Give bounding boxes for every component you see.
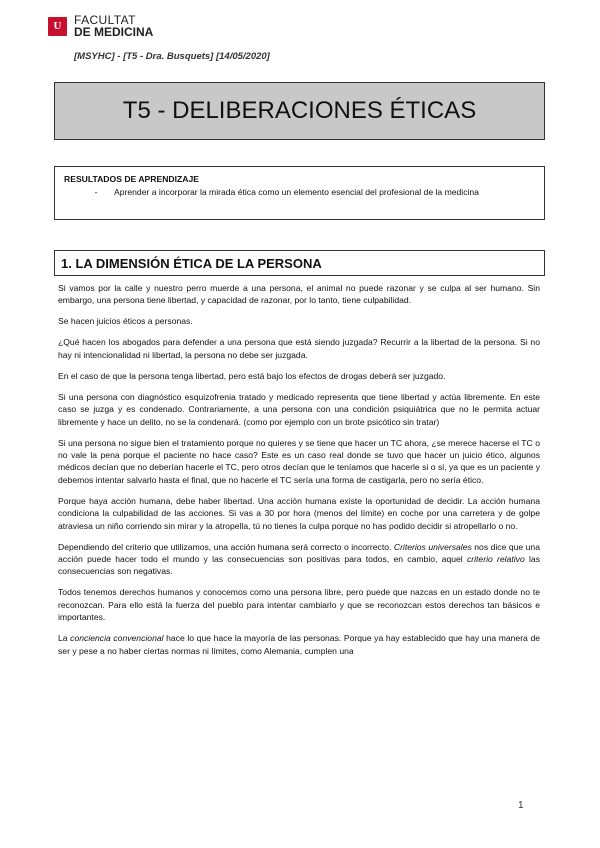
learning-outcome-item	[64, 187, 535, 197]
text-run: La	[58, 633, 71, 644]
paragraph: Todos tenemos derechos humanos y conocemos como una persona libre, pero puede que nazcas en un estado donde no te reconozcan. Para ello está la fuerza del pueblo para intentar cambiarlo y que se reconozcan estos derechos tan básicos e importantes.	[58, 587, 540, 623]
italic-term: Criterios universales	[393, 541, 472, 552]
document-body	[58, 282, 540, 666]
faculty-header	[48, 14, 153, 38]
paragraph-criteria	[58, 541, 540, 578]
paragraph: En el caso de que la persona tenga libertad, pero está bajo los efectos de drogas deberá ser juzgado.	[58, 370, 446, 381]
institution-name	[74, 14, 153, 38]
paragraph: Si una persona no sigue bien el tratamiento porque no quieres y se tiene que hacer un TC ahora, ¿se merece hacerse el TC o no vale la pena porque el paciente no hace caso? Este es un caso real donde se tuvo que hacer un juicio ético, algunos médicos decían que no deberían hacerle el TC, pero otros decían que le teníamos que hacerle si o si, ya que es un paciente y debemos intentar salvarlo hasta el final, que no hacerle el TC sería una forma de castigarla, pero no sería ético.	[58, 437, 540, 485]
learning-outcomes-heading: RESULTADOS DE APRENDIZAJE	[64, 174, 199, 184]
italic-term: criterio relativo	[466, 554, 525, 565]
page-number: 1	[518, 800, 524, 811]
learning-outcomes-box	[54, 166, 545, 220]
paragraph: Se hacen juicios éticos a personas.	[58, 316, 193, 327]
institution-line2: DE MEDICINA	[74, 25, 154, 39]
italic-term: conciencia convencional	[70, 633, 164, 644]
paragraph: Si vamos por la calle y nuestro perro muerde a una persona, el animal no puede razonar y se culpa al ser humano. Sin embargo, una persona tiene libertad, y capacidad de razonar, por lo tanto, tiene culpabilidad.	[58, 283, 540, 306]
section-title: 1. LA DIMENSIÓN ÉTICA DE LA PERSONA	[61, 255, 322, 271]
page-title: T5 - DELIBERACIONES ÉTICAS	[122, 97, 477, 124]
university-logo-icon: U	[48, 17, 67, 36]
document-meta: [MSYHC] - [T5 - Dra. Busquets] [14/05/2020]	[74, 51, 270, 62]
text-run: Dependiendo del criterio que utilizamos, una acción humana será correcto o incorrecto.	[58, 541, 394, 552]
paragraph: Si una persona con diagnóstico esquizofrenia tratado y medicado representa que tiene libertad y actúa libremente. En este caso se juzga y es condenado. Contrariamente, a una persona con una condición psiquiátrica que no le permita actuar libremente y hace un delito, no se la condenará. (como por ejemplo con un brote psicótico sin tratar)	[58, 391, 540, 427]
section-heading-box	[54, 250, 545, 276]
institution-line1: FACULTAT	[74, 13, 136, 27]
learning-outcome-text: Aprender a incorporar la mirada ética como un elemento esencial del profesional de la medicina	[114, 187, 479, 197]
text-run: hace lo que hace la mayoría de las personas. Porque ya hay establecido que hay una manera de ser y pese a no haber ciertas normas ni límites, como Alemania, cumplen una	[58, 633, 540, 656]
text-run: las consecuencias son negativas.	[58, 554, 540, 577]
text-run: nos dice que una acción puede hacer todo el mundo y las consecuencias son positivas para todos, en cambio, aquel	[58, 541, 540, 565]
paragraph: ¿Qué hacen los abogados para defender a una persona que está siendo juzgada? Recurrir a la libertad de la persona. Si no hay ni intencionalidad ni libertad, la persona no debe ser juzgada.	[58, 337, 540, 360]
title-banner	[54, 82, 545, 140]
paragraph: Porque haya acción humana, debe haber libertad. Una acción humana existe la oportunidad de decidir. La acción humana condiciona la culpabilidad de las acciones. Si vas a 30 por hora (menos del límite) en coche por una carretera y de golpe atraviesa un niño corriendo sin mirar y la atropella, tú no tienes la culpa porque no has podido decidir si atropellarlo o no.	[58, 495, 540, 531]
paragraph-conscience	[58, 632, 540, 657]
bullet-dash: -	[94, 187, 98, 197]
